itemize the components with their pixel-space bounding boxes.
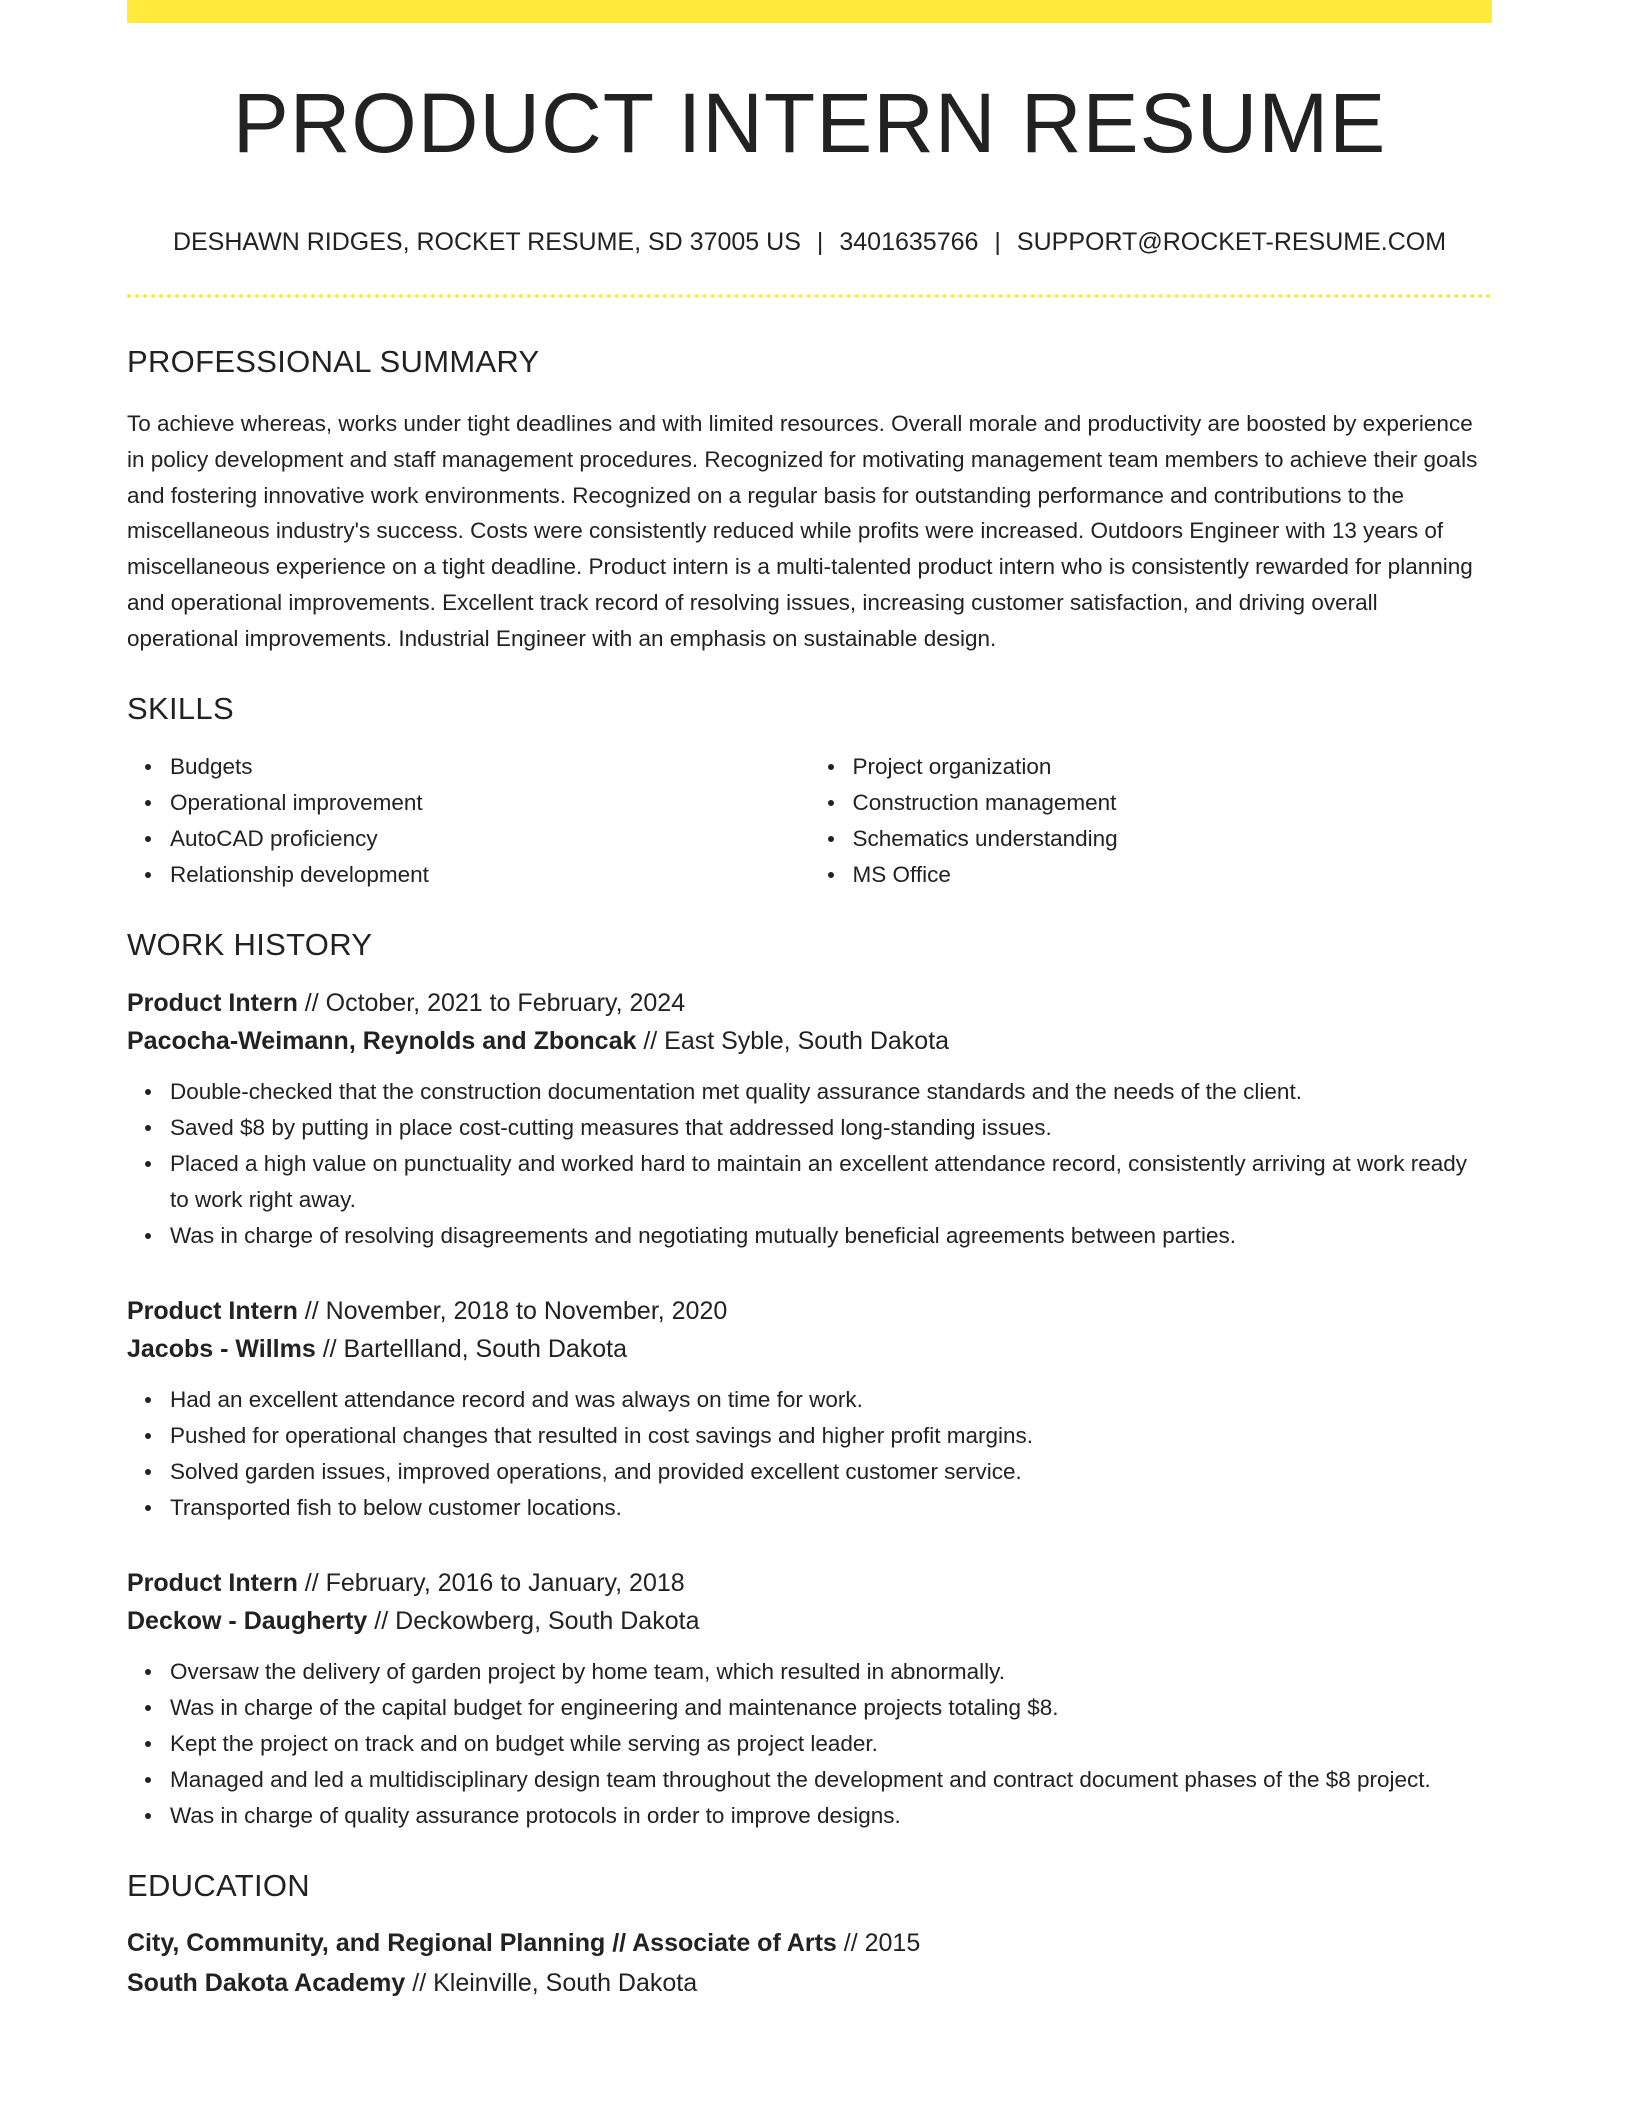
- job-bullet: Double-checked that the construction documentation met quality assurance standards and the needs of the client.: [170, 1074, 1492, 1110]
- job-bullets: [127, 1654, 1492, 1834]
- job-location: // Bartellland, South Dakota: [322, 1334, 628, 1363]
- education-year: // 2015: [843, 1928, 921, 1957]
- job-title-line: [127, 1292, 1492, 1330]
- job-location: // East Syble, South Dakota: [643, 1026, 950, 1055]
- job-bullet: Kept the project on track and on budget while serving as project leader.: [170, 1726, 1492, 1762]
- skill-item: Budgets: [170, 749, 810, 785]
- job-company-line: [127, 1022, 1492, 1060]
- job-bullet: Solved garden issues, improved operations, and provided excellent customer service.: [170, 1454, 1492, 1490]
- job-entry: [127, 1292, 1492, 1526]
- job-bullet: Was in charge of quality assurance protocols in order to improve designs.: [170, 1798, 1492, 1834]
- job-bullet: Had an excellent attendance record and was always on time for work.: [170, 1382, 1492, 1418]
- job-bullets: [127, 1382, 1492, 1526]
- education-degree: City, Community, and Regional Planning // Associate of Arts: [127, 1928, 837, 1957]
- job-dates: // October, 2021 to February, 2024: [304, 988, 686, 1017]
- job-title: Product Intern: [127, 988, 298, 1017]
- job-bullet: Placed a high value on punctuality and worked hard to maintain an excellent attendance record, consistently arriving at work ready to work right away.: [170, 1146, 1492, 1218]
- education-entry: [127, 1923, 1492, 2003]
- job-bullets: [127, 1074, 1492, 1254]
- education-heading: EDUCATION: [127, 1867, 310, 1903]
- skills-heading: SKILLS: [127, 690, 234, 726]
- skills-column-left: [127, 749, 810, 893]
- contact-line: [127, 230, 1492, 255]
- skill-item: Project organization: [853, 749, 1493, 785]
- job-bullet: Managed and led a multidisciplinary design team throughout the development and contract document phases of the $8 project.: [170, 1762, 1492, 1798]
- job-company: Deckow - Daugherty: [127, 1606, 368, 1635]
- job-company: Jacobs - Willms: [127, 1334, 316, 1363]
- contact-address: DESHAWN RIDGES, ROCKET RESUME, SD 37005 US: [172, 228, 801, 256]
- job-bullet: Was in charge of resolving disagreements and negotiating mutually beneficial agreements between parties.: [170, 1218, 1492, 1254]
- job-bullet: Oversaw the delivery of garden project by home team, which resulted in abnormally.: [170, 1654, 1492, 1690]
- skill-item: Schematics understanding: [853, 821, 1493, 857]
- education-school-line: [127, 1963, 1492, 2003]
- skill-item: MS Office: [853, 857, 1493, 893]
- job-title-line: [127, 1564, 1492, 1602]
- skills-column-right: [810, 749, 1493, 893]
- job-dates: // February, 2016 to January, 2018: [304, 1568, 685, 1597]
- job-company-line: [127, 1602, 1492, 1640]
- job-entry: [127, 984, 1492, 1254]
- contact-email: SUPPORT@ROCKET-RESUME.COM: [1016, 228, 1447, 256]
- skill-item: AutoCAD proficiency: [170, 821, 810, 857]
- contact-phone: 3401635766: [839, 228, 979, 256]
- job-dates: // November, 2018 to November, 2020: [304, 1296, 728, 1325]
- job-bullet: Transported fish to below customer locations.: [170, 1490, 1492, 1526]
- education-school: South Dakota Academy: [127, 1968, 406, 1997]
- education-location: // Kleinville, South Dakota: [412, 1968, 698, 1997]
- accent-bar: [127, 0, 1492, 23]
- job-company-line: [127, 1330, 1492, 1368]
- contact-separator: |: [816, 228, 824, 256]
- work-history-heading: WORK HISTORY: [127, 926, 373, 962]
- job-entry: [127, 1564, 1492, 1834]
- dotted-divider: [127, 294, 1492, 298]
- job-bullet: Was in charge of the capital budget for engineering and maintenance projects totaling $8.: [170, 1690, 1492, 1726]
- job-bullet: Saved $8 by putting in place cost-cutting measures that addressed long-standing issues.: [170, 1110, 1492, 1146]
- job-location: // Deckowberg, South Dakota: [374, 1606, 700, 1635]
- skills-list: [127, 749, 1492, 893]
- job-title: Product Intern: [127, 1568, 298, 1597]
- job-company: Pacocha-Weimann, Reynolds and Zboncak: [127, 1026, 637, 1055]
- contact-separator: |: [994, 228, 1001, 256]
- job-title: Product Intern: [127, 1296, 298, 1325]
- education-degree-line: [127, 1923, 1492, 1963]
- job-bullet: Pushed for operational changes that resulted in cost savings and higher profit margins.: [170, 1418, 1492, 1454]
- skill-item: Relationship development: [170, 857, 810, 893]
- summary-heading: PROFESSIONAL SUMMARY: [127, 344, 540, 379]
- job-title-line: [127, 984, 1492, 1022]
- resume-page: [127, 0, 1492, 2003]
- skill-item: Operational improvement: [170, 785, 810, 821]
- page-title: PRODUCT INTERN RESUME: [232, 76, 1387, 170]
- summary-text: To achieve whereas, works under tight deadlines and with limited resources. Overall morale and productivity are boosted by experience in policy development and staff management procedures. Recognized for motivating management team members to achieve their goals and fostering innovative work environments. Recognized on a regular basis for outstanding performance and contributions to the miscellaneous industry's success. Costs were consistently reduced while profits were increased. Outdoors Engineer with 13 years of miscellaneous experience on a tight deadline. Product intern is a multi-talented product intern who is consistently rewarded for planning and operational improvements. Excellent track record of resolving issues, increasing customer satisfaction, and driving overall operational improvements. Industrial Engineer with an emphasis on sustainable design.: [127, 411, 1478, 651]
- skill-item: Construction management: [853, 785, 1493, 821]
